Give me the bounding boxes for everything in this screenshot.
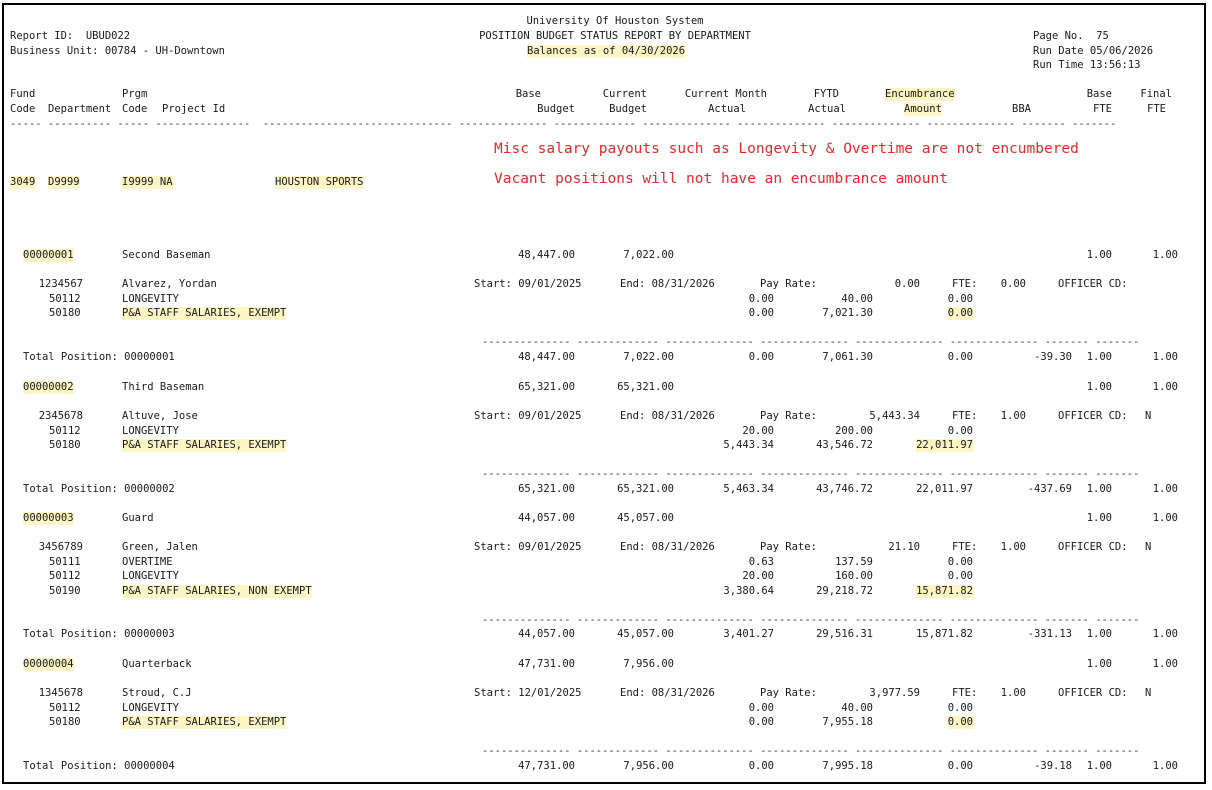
encumbrance-amount: 0.00 xyxy=(947,555,973,568)
annotation-misc-salary: Misc salary payouts such as Longevity & Overtime are not encumbered xyxy=(494,141,1079,157)
position-current-budget: 65,321.00 xyxy=(617,381,674,393)
current-month-actual: 0.00 xyxy=(748,307,774,319)
col-fytd-1: FYTD xyxy=(813,88,839,100)
col-encumbrance-2: Amount xyxy=(904,103,942,115)
dept-fund-code: 3049 xyxy=(10,176,36,188)
position-base-fte: 1.00 xyxy=(1086,249,1112,261)
officer-cd-value: N xyxy=(1145,687,1152,699)
total-current-month-actual: 5,463.34 xyxy=(723,482,774,495)
account-code: 50112 xyxy=(49,292,81,305)
account-description: P&A STAFF SALARIES, NON EXEMPT xyxy=(122,584,312,597)
encumbrance-amount: 22,011.97 xyxy=(916,439,973,451)
employee-start-date: Start: 09/01/2025 xyxy=(474,410,582,422)
total-encumbrance: 15,871.82 xyxy=(916,628,973,640)
position-final-fte: 1.00 xyxy=(1152,512,1178,524)
employee-name: Stroud, C.J xyxy=(122,687,192,699)
account-description: LONGEVITY xyxy=(122,424,179,437)
fte-label: FTE: xyxy=(952,278,978,290)
total-fytd-actual: 43,746.72 xyxy=(816,482,873,495)
current-month-actual: 5,443.34 xyxy=(723,439,774,451)
current-month-actual: 20.00 xyxy=(742,570,774,582)
header-divider: ----- ---------- ----- --------------- ------------------------------ -------------- ------------- -------------- -------------- -------------- -------------- ------- ------- xyxy=(10,118,1117,130)
total-fytd-actual: 29,516.31 xyxy=(816,628,873,640)
position-title: Guard xyxy=(122,512,154,524)
total-base-budget: 44,057.00 xyxy=(518,628,575,640)
position-current-budget: 45,057.00 xyxy=(617,512,674,524)
total-fytd-actual: 7,061.30 xyxy=(822,350,873,363)
fytd-actual: 160.00 xyxy=(835,570,873,582)
total-current-month-actual: 0.00 xyxy=(748,350,774,363)
col-base-budget-2: Budget xyxy=(537,103,575,115)
col-cm-actual-1: Current Month xyxy=(684,88,767,100)
position-base-fte: 1.00 xyxy=(1086,658,1112,670)
total-divider: -------------- ------------- -------------- -------------- -------------- -------------- ------- ------- xyxy=(482,613,1140,626)
account-code: 50112 xyxy=(49,424,81,437)
total-base-fte: 1.00 xyxy=(1086,759,1112,772)
position-title: Second Baseman xyxy=(122,249,211,261)
total-final-fte: 1.00 xyxy=(1152,482,1178,495)
employee-end-date: End: 08/31/2026 xyxy=(620,410,715,422)
total-bba: -437.69 xyxy=(1027,482,1072,495)
employee-start-date: Start: 12/01/2025 xyxy=(474,687,582,699)
officer-cd-label: OFFICER CD: xyxy=(1058,687,1128,699)
total-final-fte: 1.00 xyxy=(1152,628,1178,640)
employee-start-date: Start: 09/01/2025 xyxy=(474,278,582,290)
position-number: 00000002 xyxy=(23,381,74,393)
total-position-label: Total Position: 00000004 xyxy=(23,759,175,772)
col-base-fte-1: Base xyxy=(1086,88,1112,100)
total-final-fte: 1.00 xyxy=(1152,350,1178,363)
col-encumbrance-1: Encumbrance xyxy=(885,88,955,100)
total-bba: -39.30 xyxy=(1034,350,1072,363)
fytd-actual: 40.00 xyxy=(841,701,873,714)
position-title: Third Baseman xyxy=(122,381,205,393)
total-divider: -------------- ------------- -------------- -------------- -------------- -------------- ------- ------- xyxy=(482,336,1140,348)
account-description: LONGEVITY xyxy=(122,701,179,714)
fytd-actual: 40.00 xyxy=(841,292,873,305)
run-time: Run Time 13:56:13 xyxy=(1033,59,1141,71)
position-current-budget: 7,956.00 xyxy=(623,658,674,670)
col-base-budget-1: Base xyxy=(515,88,541,100)
account-code: 50180 xyxy=(49,716,81,728)
business-unit: Business Unit: 00784 - UH-Downtown xyxy=(10,45,225,57)
total-final-fte: 1.00 xyxy=(1152,759,1178,772)
total-position-label: Total Position: 00000002 xyxy=(23,482,175,495)
account-description: LONGEVITY xyxy=(122,292,179,305)
position-base-budget: 48,447.00 xyxy=(518,249,575,261)
pay-rate-value: 21.10 xyxy=(888,541,920,553)
total-base-fte: 1.00 xyxy=(1086,482,1112,495)
fte-value: 1.00 xyxy=(1000,687,1026,699)
col-fytd-2: Actual xyxy=(808,103,846,115)
col-final-fte-1: Final xyxy=(1140,88,1172,100)
employee-id: 2345678 xyxy=(38,410,83,422)
position-title: Quarterback xyxy=(122,658,192,670)
pay-rate-value: 0.00 xyxy=(894,278,920,290)
col-bba: BBA xyxy=(1012,103,1031,115)
employee-name: Alvarez, Yordan xyxy=(122,278,217,290)
account-code: 50180 xyxy=(49,307,81,319)
total-position-label: Total Position: 00000001 xyxy=(23,350,175,363)
current-month-actual: 0.00 xyxy=(748,716,774,728)
total-base-fte: 1.00 xyxy=(1086,628,1112,640)
total-current-month-actual: 3,401.27 xyxy=(723,628,774,640)
position-base-budget: 44,057.00 xyxy=(518,512,575,524)
employee-start-date: Start: 09/01/2025 xyxy=(474,541,582,553)
total-position-label: Total Position: 00000003 xyxy=(23,628,175,640)
employee-name: Altuve, Jose xyxy=(122,410,198,422)
current-month-actual: 0.00 xyxy=(748,292,774,305)
position-number: 00000004 xyxy=(23,658,74,670)
total-divider: -------------- ------------- -------------- -------------- -------------- -------------- ------- ------- xyxy=(482,468,1140,480)
encumbrance-amount: 15,871.82 xyxy=(916,584,973,597)
total-base-budget: 65,321.00 xyxy=(518,482,575,495)
position-current-budget: 7,022.00 xyxy=(623,249,674,261)
account-code: 50180 xyxy=(49,439,81,451)
col-fund-1: Fund xyxy=(10,88,36,100)
total-bba: -331.13 xyxy=(1027,628,1072,640)
report-title: POSITION BUDGET STATUS REPORT BY DEPARTMENT xyxy=(479,30,751,42)
employee-name: Green, Jalen xyxy=(122,541,198,553)
current-month-actual: 0.63 xyxy=(748,555,774,568)
col-current-budget-2: Budget xyxy=(609,103,647,115)
report-id: Report ID: UBUD022 xyxy=(10,30,131,42)
account-description: LONGEVITY xyxy=(122,570,179,582)
employee-end-date: End: 08/31/2026 xyxy=(620,541,715,553)
total-current-budget: 65,321.00 xyxy=(617,482,674,495)
position-final-fte: 1.00 xyxy=(1152,381,1178,393)
fytd-actual: 200.00 xyxy=(835,424,873,437)
col-project-id: Project Id xyxy=(162,103,226,115)
fte-label: FTE: xyxy=(952,541,978,553)
pay-rate-label: Pay Rate: xyxy=(760,687,817,699)
fytd-actual: 7,021.30 xyxy=(822,307,873,319)
total-encumbrance: 0.00 xyxy=(947,350,973,363)
encumbrance-amount: 0.00 xyxy=(947,307,973,319)
account-description: P&A STAFF SALARIES, EXEMPT xyxy=(122,716,287,728)
position-number: 00000003 xyxy=(23,512,74,524)
annotation-vacant-positions: Vacant positions will not have an encumbrance amount xyxy=(494,171,948,187)
officer-cd-label: OFFICER CD: xyxy=(1058,278,1128,290)
fte-value: 1.00 xyxy=(1000,541,1026,553)
col-final-fte-2: FTE xyxy=(1147,103,1166,115)
fte-label: FTE: xyxy=(952,410,978,422)
officer-cd-label: OFFICER CD: xyxy=(1058,410,1128,422)
total-current-budget: 7,022.00 xyxy=(623,350,674,363)
org-name: University Of Houston System xyxy=(526,15,704,27)
fytd-actual: 29,218.72 xyxy=(816,584,873,597)
position-final-fte: 1.00 xyxy=(1152,658,1178,670)
pay-rate-value: 3,977.59 xyxy=(869,687,920,699)
fytd-actual: 7,955.18 xyxy=(822,716,873,728)
col-department: Department xyxy=(48,103,112,115)
run-date: Run Date 05/06/2026 xyxy=(1033,45,1154,57)
pay-rate-value: 5,443.34 xyxy=(869,410,920,422)
account-description: P&A STAFF SALARIES, EXEMPT xyxy=(122,439,287,451)
encumbrance-amount: 0.00 xyxy=(947,292,973,305)
col-prgm-1: Prgm xyxy=(122,88,148,100)
officer-cd-label: OFFICER CD: xyxy=(1058,541,1128,553)
total-current-budget: 45,057.00 xyxy=(617,628,674,640)
fte-value: 1.00 xyxy=(1000,410,1026,422)
total-encumbrance: 0.00 xyxy=(947,759,973,772)
position-number: 00000001 xyxy=(23,249,74,261)
total-current-month-actual: 0.00 xyxy=(748,759,774,772)
fytd-actual: 137.59 xyxy=(835,555,873,568)
position-base-fte: 1.00 xyxy=(1086,512,1112,524)
current-month-actual: 0.00 xyxy=(748,701,774,714)
encumbrance-amount: 0.00 xyxy=(947,716,973,728)
total-divider: -------------- ------------- -------------- -------------- -------------- -------------- ------- ------- xyxy=(482,745,1140,757)
officer-cd-value: N xyxy=(1145,410,1152,422)
fte-label: FTE: xyxy=(952,687,978,699)
dept-prgm-code: I9999 NA xyxy=(122,176,173,188)
position-base-fte: 1.00 xyxy=(1086,381,1112,393)
total-base-budget: 48,447.00 xyxy=(518,350,575,363)
account-code: 50111 xyxy=(49,555,81,568)
encumbrance-amount: 0.00 xyxy=(947,570,973,582)
fte-value: 0.00 xyxy=(1000,278,1026,290)
total-encumbrance: 22,011.97 xyxy=(916,482,973,495)
total-bba: -39.18 xyxy=(1034,759,1072,772)
total-base-budget: 47,731.00 xyxy=(518,759,575,772)
encumbrance-amount: 0.00 xyxy=(947,424,973,437)
current-month-actual: 3,380.64 xyxy=(723,584,774,597)
pay-rate-label: Pay Rate: xyxy=(760,541,817,553)
account-code: 50112 xyxy=(49,570,81,582)
current-month-actual: 20.00 xyxy=(742,424,774,437)
col-cm-actual-2: Actual xyxy=(708,103,746,115)
page-number: Page No. 75 xyxy=(1033,30,1109,42)
officer-cd-value: N xyxy=(1145,541,1152,553)
account-description: P&A STAFF SALARIES, EXEMPT xyxy=(122,307,287,319)
position-final-fte: 1.00 xyxy=(1152,249,1178,261)
dept-name: HOUSTON SPORTS xyxy=(275,176,364,188)
position-base-budget: 47,731.00 xyxy=(518,658,575,670)
col-prgm-2: Code xyxy=(122,103,148,115)
employee-end-date: End: 08/31/2026 xyxy=(620,687,715,699)
total-base-fte: 1.00 xyxy=(1086,350,1112,363)
account-description: OVERTIME xyxy=(122,555,173,568)
position-base-budget: 65,321.00 xyxy=(518,381,575,393)
balances-as-of: Balances as of 04/30/2026 xyxy=(527,45,686,57)
col-fund-2: Code xyxy=(10,103,36,115)
encumbrance-amount: 0.00 xyxy=(947,701,973,714)
employee-id: 1234567 xyxy=(38,278,83,290)
employee-end-date: End: 08/31/2026 xyxy=(620,278,715,290)
account-code: 50190 xyxy=(49,584,81,597)
total-fytd-actual: 7,995.18 xyxy=(822,759,873,772)
col-current-budget-1: Current xyxy=(602,88,647,100)
pay-rate-label: Pay Rate: xyxy=(760,278,817,290)
pay-rate-label: Pay Rate: xyxy=(760,410,817,422)
total-current-budget: 7,956.00 xyxy=(623,759,674,772)
account-code: 50112 xyxy=(49,701,81,714)
fytd-actual: 43,546.72 xyxy=(816,439,873,451)
employee-id: 3456789 xyxy=(38,541,83,553)
dept-department: D9999 xyxy=(48,176,80,188)
col-base-fte-2: FTE xyxy=(1093,103,1112,115)
employee-id: 1345678 xyxy=(38,687,83,699)
